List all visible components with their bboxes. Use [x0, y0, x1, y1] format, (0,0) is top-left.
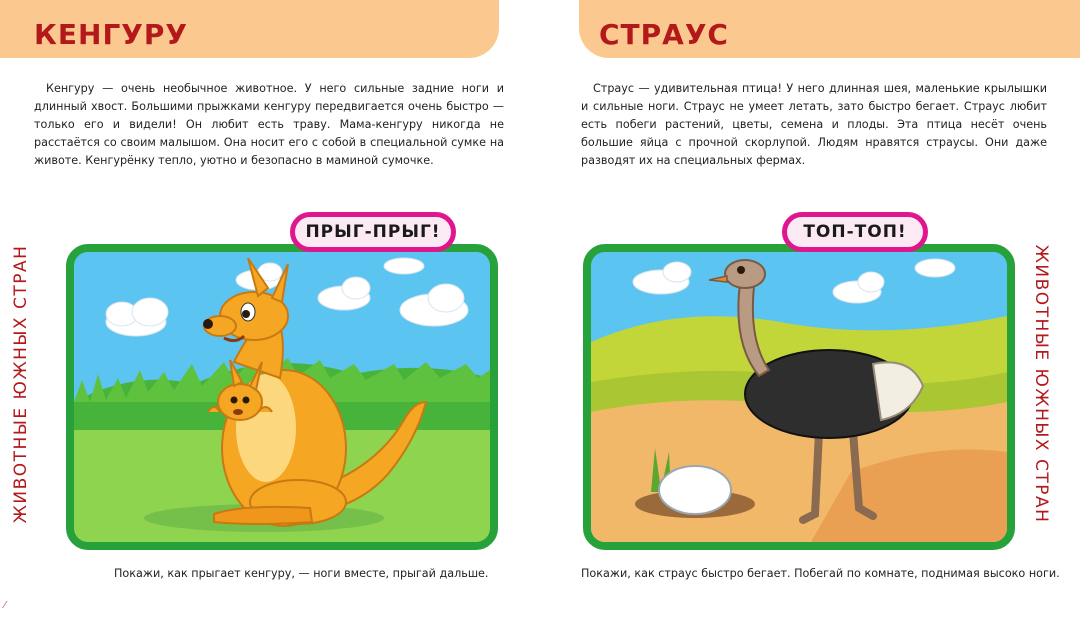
- kangaroo-illustration-icon: [74, 252, 490, 542]
- left-caption: Покажи, как прыгает кенгуру, — ноги вместе, прыгай дальше.: [114, 567, 489, 580]
- right-caption: Покажи, как страус быстро бегает. Побегай по комнате, поднимая высоко ноги.: [581, 567, 1060, 580]
- corner-mark-icon: ⁄: [4, 600, 6, 611]
- right-sound-bubble: ТОП-ТОП!: [782, 212, 928, 252]
- right-body-text: Страус — удивительная птица! У него длинная шея, маленькие крылышки и сильные ноги. Страус не умеет летать, зато быстро бегает. Страус любит есть побеги растений, цветы, семена и плоды. Эта птица несёт очень большие яйца с прочной скорлупой. Людям нравятся страусы. Они даже разводят их на специальных фермах.: [581, 82, 1047, 167]
- left-sound-bubble: ПРЫГ-ПРЫГ!: [290, 212, 456, 252]
- kangaroo-picture-frame: [66, 244, 498, 550]
- ostrich-picture-frame: [583, 244, 1015, 550]
- right-page-title: СТРАУС: [599, 18, 729, 51]
- left-body-text: Кенгуру — очень необычное животное. У него сильные задние ноги и длинный хвост. Большими прыжками кенгуру передвигается очень быстро — только его и видели! Он любит есть траву. Мама-кенгуру никогда не расстаётся со своим малышом. Она носит его с собой в специальной сумке на животе. Кенгурёнку тепло, уютно и безопасно в маминой сумочке.: [34, 82, 504, 167]
- left-side-label: ЖИВОТНЫЕ ЮЖНЫХ СТРАН: [11, 244, 31, 524]
- left-page-title: КЕНГУРУ: [34, 18, 188, 51]
- right-side-label: ЖИВОТНЫЕ ЮЖНЫХ СТРАН: [1031, 244, 1051, 524]
- ostrich-illustration-icon: [591, 252, 1007, 542]
